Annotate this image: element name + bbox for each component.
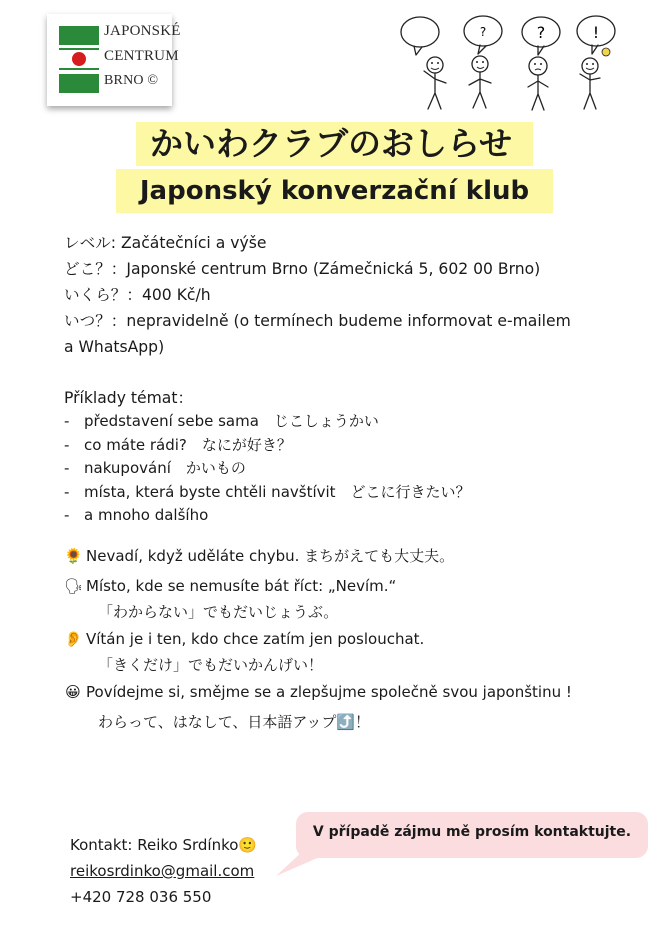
list-item: - co máte rádi? なにが好き？ bbox=[64, 435, 292, 454]
contact-block bbox=[70, 832, 257, 910]
grinning-face-icon: 😀 bbox=[65, 683, 81, 701]
note-dont-know: 🗣 Místo, kde se nemusíte bát říct: „Nevím.“ 「わからない」でもだいじょうぶ。 bbox=[64, 577, 397, 621]
japanese-centre-logo bbox=[47, 14, 181, 106]
logo-text-line1: JAPONSKÉ bbox=[104, 23, 181, 39]
when-line: いつ？：nepravidelně (o termínech budeme informovat e-mailem bbox=[64, 312, 571, 330]
logo-text-line2: CENTRUM bbox=[104, 48, 179, 64]
level-line: レベル: Začátečníci a výše bbox=[64, 234, 267, 252]
topics-list bbox=[64, 410, 471, 528]
bubble-question-mark-1: ? bbox=[536, 23, 546, 42]
topics-heading: Příklady témat： bbox=[64, 389, 194, 407]
contact-email-link[interactable]: reikosrdinko@gmail.com bbox=[70, 862, 255, 880]
contact-name: Kontakt: Reiko Srdínko🙂 bbox=[70, 836, 258, 854]
note-laugh: 😀 Povídejme si, smějme se a zlepšujme společně svou japonštinu ! わらって、はなして、日本語アップ⤴️！ bbox=[65, 683, 572, 731]
list-item: - představení sebe sama じこしょうかい bbox=[64, 412, 379, 430]
title-czech: Japonský konverzační klub bbox=[116, 169, 553, 213]
conversation-figures-illustration bbox=[398, 8, 660, 116]
contact-phone: +420 728 036 550 bbox=[70, 888, 212, 906]
speaking-head-icon: 🗣 bbox=[64, 577, 84, 595]
logo-green-bar-bottom bbox=[59, 74, 99, 93]
bubble-question-mark-2: ? bbox=[479, 25, 487, 39]
club-info bbox=[64, 230, 624, 360]
list-item: - a mnoho dalšího bbox=[64, 506, 209, 524]
when-line-cont: a WhatsApp) bbox=[64, 338, 165, 356]
logo-text-line3: BRNO © bbox=[104, 73, 159, 88]
bubble-exclamation-mark: ! bbox=[592, 23, 600, 42]
note-listen: 👂 Vítán je i ten, kdo chce zatím jen poslouchat. 「きくだけ」でもだいかんげい！ bbox=[64, 630, 425, 674]
list-item: - nakupování かいもの bbox=[64, 459, 246, 477]
logo-red-circle-mark bbox=[59, 48, 99, 70]
logo-green-bar-top bbox=[59, 26, 99, 45]
where-line: どこ？：Japonské centrum Brno (Zámečnická 5, 602 00 Brno) bbox=[64, 260, 541, 278]
ear-icon: 👂 bbox=[64, 630, 83, 648]
note-mistakes: 🌻 Nevadí, když uděláte chybu. まちがえても大丈夫。 bbox=[64, 547, 455, 565]
sunflower-icon: 🌻 bbox=[64, 547, 83, 565]
title-japanese: かいわクラブのおしらせ bbox=[136, 122, 533, 166]
contact-request-text: V případě zájmu mě prosím kontaktujte. bbox=[312, 824, 632, 840]
notes bbox=[64, 545, 572, 732]
speech-bubble bbox=[296, 812, 648, 858]
price-line: いくら？：400 Kč/h bbox=[64, 286, 211, 304]
list-item: - místa, která byste chtěli navštívit どこに行きたい？ bbox=[64, 482, 471, 501]
